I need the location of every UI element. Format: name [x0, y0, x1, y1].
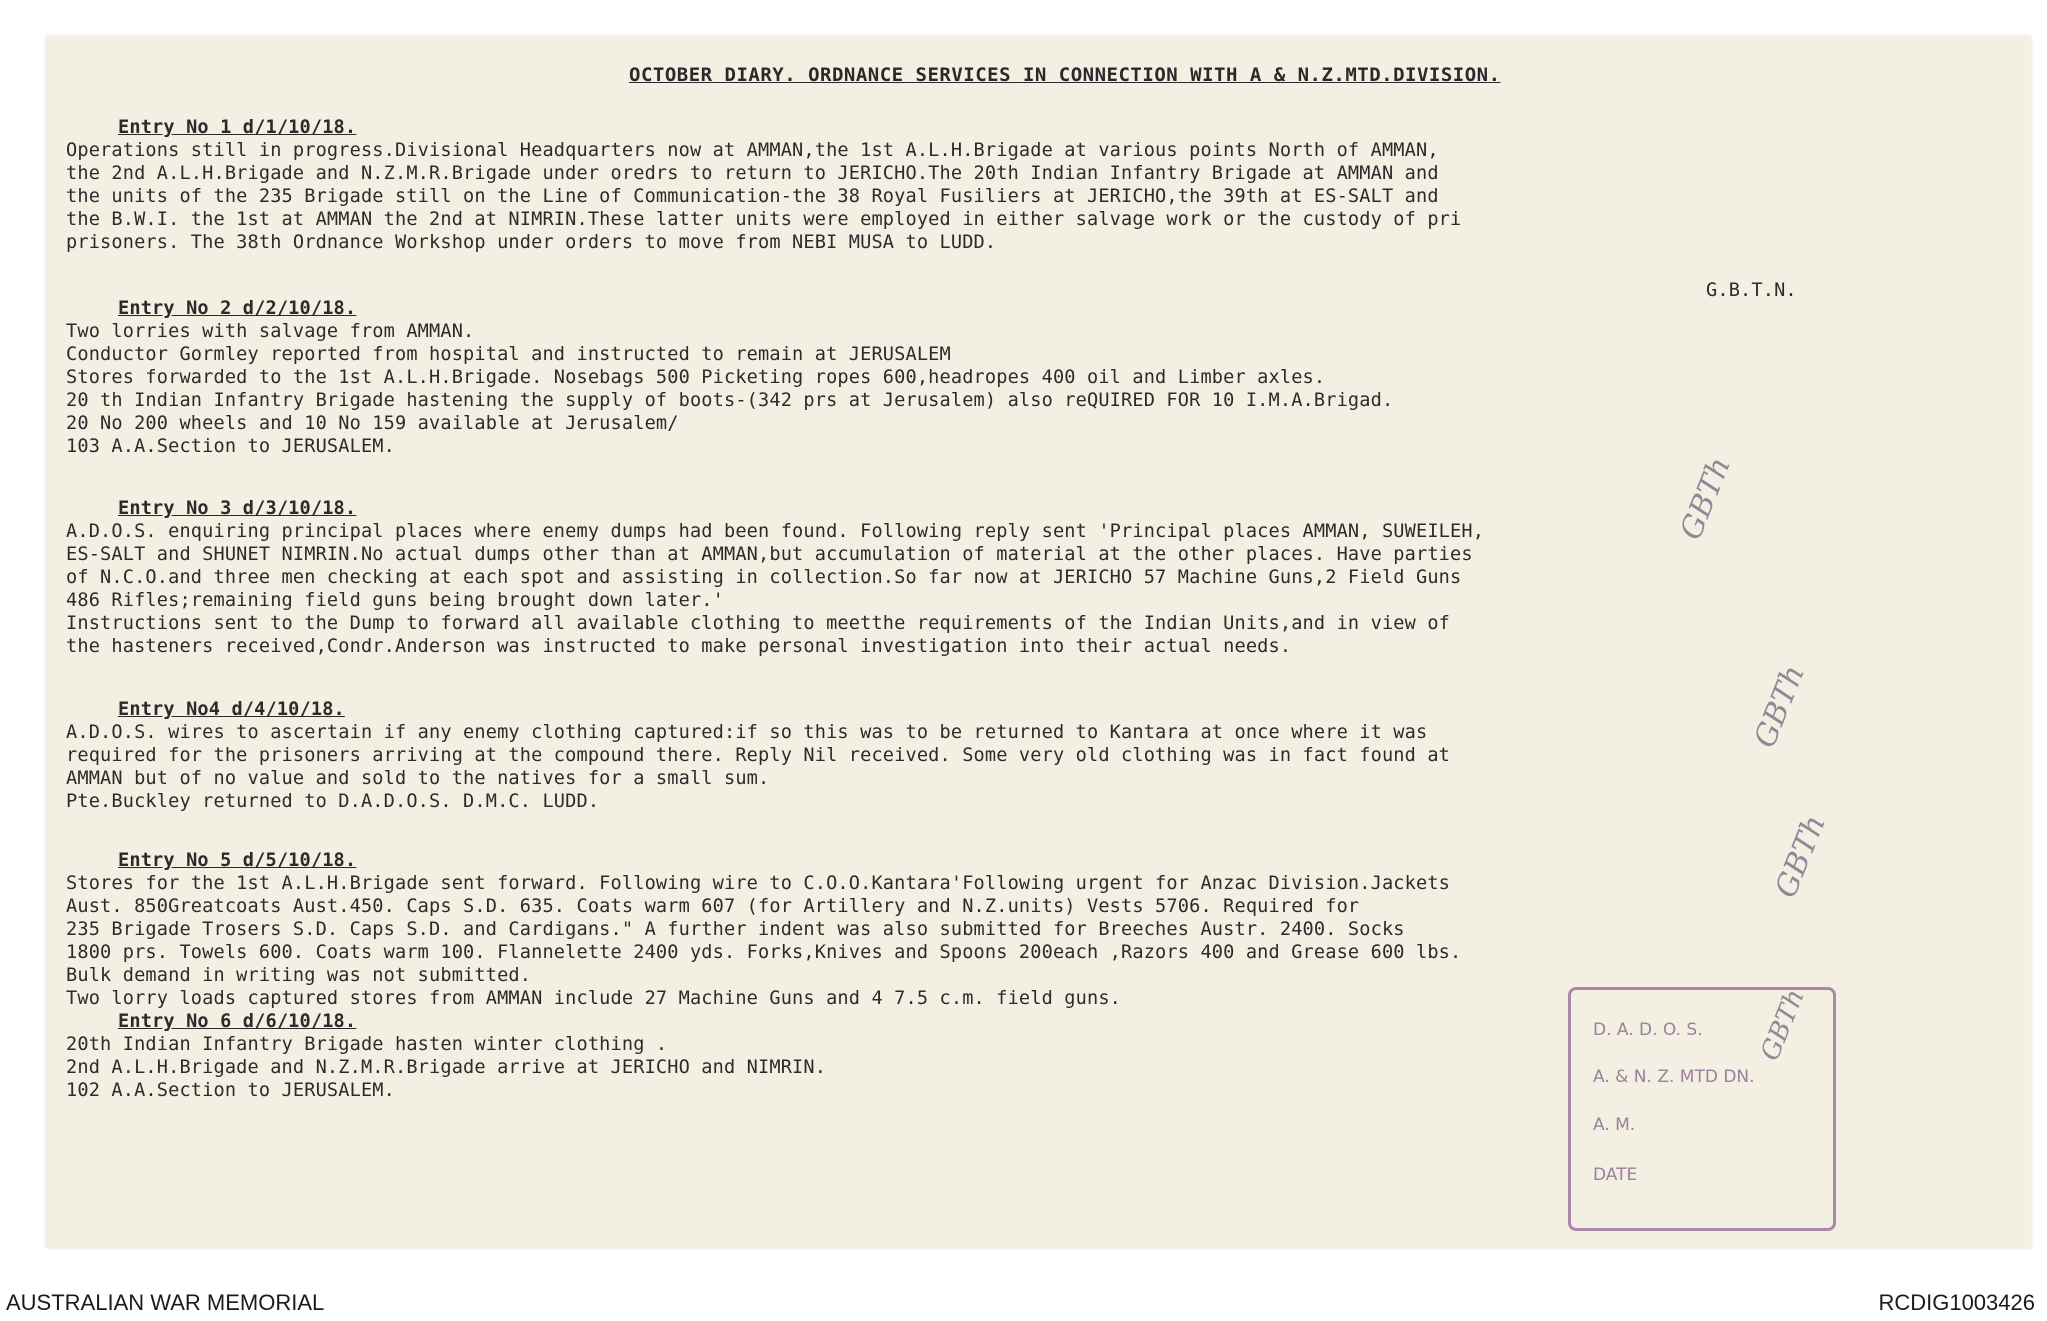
footer-record-id: RCDIG1003426 [1878, 1290, 2035, 1315]
entry-4-handwritten-initials: GBTh [1768, 810, 1833, 903]
entry-6-line-3: 102 A.A.Section to JERUSALEM. [66, 1080, 395, 1101]
entry-5-line-1: Stores for the 1st A.L.H.Brigade sent forward. Following wire to C.O.O.Kantara'Following urgent for Anzac Division.Jackets [66, 873, 1451, 894]
entry-2-handwritten-initials: GBTh [1673, 452, 1738, 545]
document-title: OCTOBER DIARY. ORDNANCE SERVICES IN CONNECTION WITH A & N.Z.MTD.DIVISION. [629, 64, 1501, 86]
entry-5-line-2: Aust. 850Greatcoats Aust.450. Caps S.D. 635. Coats warm 607 (for Artillery and N.Z.units) Vests 5706. Required for [66, 896, 1360, 917]
entry-2-heading: Entry No 2 d/2/10/18. [118, 298, 357, 319]
stamp-line-2: A. & N. Z. MTD DN. [1593, 1067, 1755, 1087]
entry-3-line-1: A.D.O.S. enquiring principal places where enemy dumps had been found. Following reply sent 'Principal places AMMAN, SUWEILEH, [66, 521, 1485, 542]
stamp-handwritten-initials: GBTh [1755, 985, 1811, 1065]
entry-5-line-6: Two lorry loads captured stores from AMMAN include 27 Machine Guns and 4 7.5 c.m. field guns. [66, 988, 1122, 1009]
entry-5-heading: Entry No 5 d/5/10/18. [118, 850, 357, 871]
stamp-line-1: D. A. D. O. S. [1593, 1020, 1703, 1040]
entry-2-line-4: 20 th Indian Infantry Brigade hastening the supply of boots-(342 prs at Jerusalem) also reQUIRED FOR 10 I.M.A.Brigad. [66, 390, 1394, 411]
stamp-line-4: DATE [1593, 1165, 1638, 1185]
entry-2-line-6: 103 A.A.Section to JERUSALEM. [66, 436, 395, 457]
entry-6-line-1: 20th Indian Infantry Brigade hasten winter clothing . [66, 1034, 668, 1055]
entry-3-heading: Entry No 3 d/3/10/18. [118, 498, 357, 519]
entry-3-line-3: of N.C.O.and three men checking at each spot and assisting in collection.So far now at JERICHO 57 Machine Guns,2 Field Guns [66, 567, 1462, 588]
dados-stamp [1568, 987, 1836, 1231]
entry-4-line-2: required for the prisoners arriving at the compound there. Reply Nil received. Some very old clothing was in fact found at [66, 745, 1451, 766]
entry-3-handwritten-initials: GBTh [1747, 660, 1812, 753]
entry-3-line-6: the hasteners received,Condr.Anderson was instructed to make personal investigation into their actual needs. [66, 636, 1292, 657]
entry-1-line-1: Operations still in progress.Divisional Headquarters now at AMMAN,the 1st A.L.H.Brigade at various points North of AMMAN, [66, 140, 1439, 161]
entry-2-line-1: Two lorries with salvage from AMMAN. [66, 321, 475, 342]
entry-5-line-4: 1800 prs. Towels 600. Coats warm 100. Flannelette 2400 yds. Forks,Knives and Spoons 200each ,Razors 400 and Grease 600 lbs. [66, 942, 1462, 963]
entry-3-line-4: 486 Rifles;remaining field guns being brought down later.' [66, 590, 724, 611]
entry-4-line-1: A.D.O.S. wires to ascertain if any enemy clothing captured:if so this was to be returned to Kantara at once where it was [66, 722, 1428, 743]
entry-1-line-5: prisoners. The 38th Ordnance Workshop under orders to move from NEBI MUSA to LUDD. [66, 232, 997, 253]
entry-6-heading: Entry No 6 d/6/10/18. [118, 1011, 357, 1032]
entry-1-line-4: the B.W.I. the 1st at AMMAN the 2nd at NIMRIN.These latter units were employed in either salvage work or the custody of pri [66, 209, 1462, 230]
entry-2-line-2: Conductor Gormley reported from hospital and instructed to remain at JERUSALEM [66, 344, 951, 365]
entry-6-line-2: 2nd A.L.H.Brigade and N.Z.M.R.Brigade arrive at JERICHO and NIMRIN. [66, 1057, 827, 1078]
entry-3-line-2: ES-SALT and SHUNET NIMRIN.No actual dumps other than at AMMAN,but accumulation of material at the other places. Have parties [66, 544, 1473, 565]
entry-4-line-4: Pte.Buckley returned to D.A.D.O.S. D.M.C. LUDD. [66, 791, 600, 812]
diary-page [46, 36, 2031, 1248]
entry-5-line-3: 235 Brigade Trosers S.D. Caps S.D. and Cardigans." A further indent was also submitted for Breeches Austr. 2400. Socks [66, 919, 1405, 940]
entry-3-line-5: Instructions sent to the Dump to forward all available clothing to meetthe requirements of the Indian Units,and in view of [66, 613, 1451, 634]
entry-1-heading: Entry No 1 d/1/10/18. [118, 117, 357, 138]
entry-1-initials: G.B.T.N. [1706, 280, 1797, 301]
entry-4-heading: Entry No4 d/4/10/18. [118, 699, 345, 720]
entry-2-line-3: Stores forwarded to the 1st A.L.H.Brigade. Nosebags 500 Picketing ropes 600,headropes 400 oil and Limber axles. [66, 367, 1326, 388]
entry-5-line-5: Bulk demand in writing was not submitted. [66, 965, 532, 986]
stamp-line-3: A. M. [1593, 1115, 1636, 1135]
entry-4-line-3: AMMAN but of no value and sold to the natives for a small sum. [66, 768, 770, 789]
entry-1-line-2: the 2nd A.L.H.Brigade and N.Z.M.R.Brigade under oredrs to return to JERICHO.The 20th Indian Infantry Brigade at AMMAN and [66, 163, 1439, 184]
entry-1-line-3: the units of the 235 Brigade still on the Line of Communication-the 38 Royal Fusiliers at JERICHO,the 39th at ES-SALT and [66, 186, 1439, 207]
footer-source: AUSTRALIAN WAR MEMORIAL [6, 1290, 325, 1315]
entry-2-line-5: 20 No 200 wheels and 10 No 159 available at Jerusalem/ [66, 413, 679, 434]
